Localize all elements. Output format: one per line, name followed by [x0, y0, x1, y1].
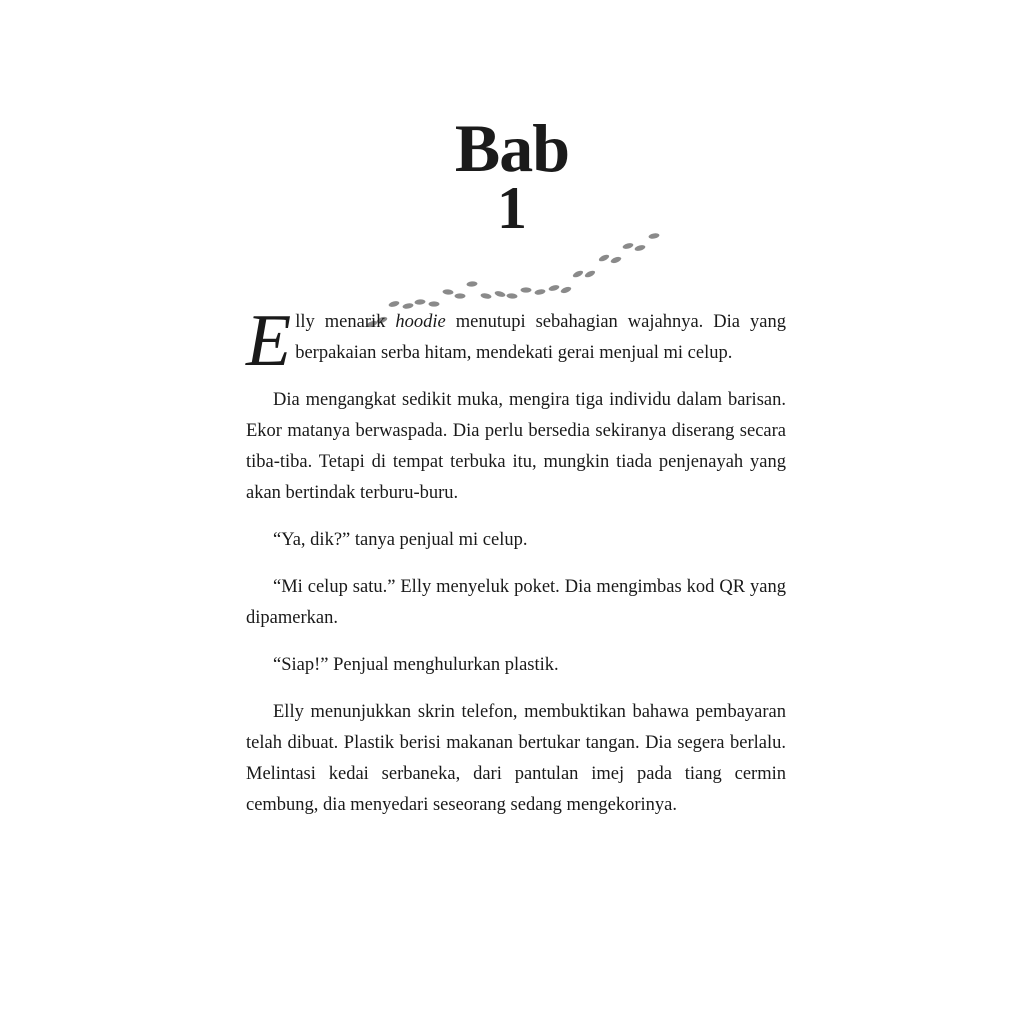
- paragraph-6: Elly menunjukkan skrin telefon, membuktikan bahawa pembayaran telah dibuat. Plastik berisi makanan bertukar tangan. Dia segera berlalu. Melintasi kedai serbaneka, dari pantulan imej pada tiang cermin cembung, dia menyedari seseorang sedang mengekorinya.: [246, 702, 786, 815]
- footprint-mark: [414, 299, 425, 305]
- footprint-mark: [429, 301, 440, 306]
- chapter-number: 1: [497, 175, 527, 241]
- footprint-mark: [560, 286, 572, 295]
- footprint-mark: [521, 287, 532, 292]
- footprint-mark: [584, 269, 596, 278]
- paragraph-1-text-end: menutupi sebahagian wajahnya. Dia yang berpakaian serba hitam, mendekati gerai menjual mi celup.: [295, 312, 786, 363]
- paragraph-1-text-start: lly menarik: [295, 312, 396, 332]
- footprint-mark: [442, 289, 453, 295]
- footprint-mark: [572, 269, 584, 278]
- footprint-mark: [598, 253, 610, 262]
- italic-term: hoodie: [395, 312, 446, 332]
- drop-cap: E: [246, 300, 292, 382]
- footprint-mark: [548, 284, 560, 292]
- footprint-mark: [506, 293, 517, 299]
- chapter-body: [246, 300, 786, 837]
- paragraph-4: “Mi celup satu.” Elly menyeluk poket. Dia mengimbas kod QR yang dipamerkan.: [246, 577, 786, 628]
- chapter-title: Bab: [454, 110, 570, 186]
- footprint-mark: [480, 292, 492, 299]
- footprint-mark: [494, 290, 506, 298]
- footprint-mark: [622, 242, 634, 250]
- footprint-mark: [634, 244, 646, 252]
- paragraph-5: “Siap!” Penjual menghulurkan plastik.: [273, 655, 559, 675]
- paragraph-3: “Ya, dik?” tanya penjual mi celup.: [273, 530, 528, 550]
- footprint-mark: [455, 293, 466, 298]
- paragraph-2: Dia mengangkat sedikit muka, mengira tiga individu dalam barisan. Ekor matanya berwaspada. Dia perlu bersedia sekiranya diserang secara tiba-tiba. Tetapi di tempat terbuka itu, mungkin tiada penjenayah yang akan bertindak terburu-buru.: [246, 390, 786, 503]
- footprint-mark: [610, 256, 622, 265]
- paragraph-1: [246, 300, 786, 382]
- footprint-mark: [466, 281, 477, 287]
- footprint-mark: [534, 288, 546, 295]
